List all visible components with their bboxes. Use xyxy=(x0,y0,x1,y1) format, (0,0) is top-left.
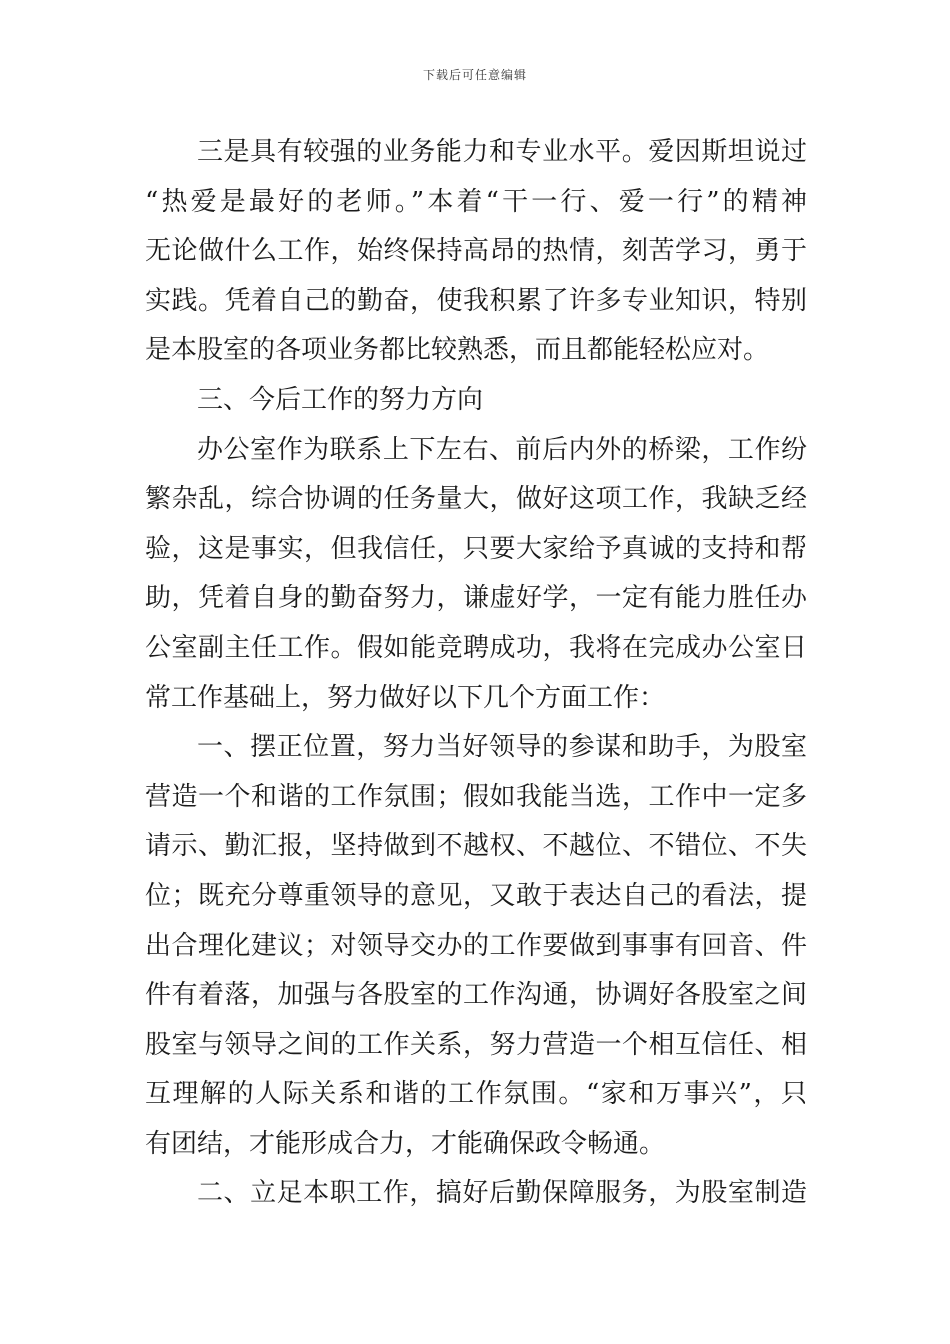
text-line: 公室副主任工作。假如能竞聘成功，我将在完成办公室日 xyxy=(145,632,807,663)
text-line: 常工作基础上，努力做好以下几个方面工作： xyxy=(145,682,666,713)
paragraph xyxy=(145,1169,807,1219)
paragraph xyxy=(145,426,807,724)
text-line: “热爱是最好的老师。”本着“干一行、爱一行”的精神 xyxy=(145,186,807,217)
text-line: 办公室作为联系上下左右、前后内外的桥梁，工作纷 xyxy=(197,434,807,465)
section-heading xyxy=(145,376,807,426)
text-line: 实践。凭着自己的勤奋，使我积累了许多专业知识，特别 xyxy=(145,285,807,316)
text-line: 营造一个和谐的工作氛围；假如我能当选，工作中一定多 xyxy=(145,781,807,812)
text-line: 互理解的人际关系和谐的工作氛围。“家和万事兴”，只 xyxy=(145,1079,807,1110)
document-body xyxy=(145,128,807,1219)
text-line: 是本股室的各项业务都比较熟悉，而且都能轻松应对。 xyxy=(145,335,770,366)
paragraph xyxy=(145,128,807,376)
text-line: 二、立足本职工作，搞好后勤保障服务，为股室制造 xyxy=(197,1178,807,1209)
paragraph xyxy=(145,723,807,1169)
text-line: 三是具有较强的业务能力和专业水平。爱因斯坦说过 xyxy=(197,137,807,167)
text-line: 验，这是事实，但我信任，只要大家给予真诚的支持和帮 xyxy=(145,533,807,564)
text-line: 请示、勤汇报，坚持做到不越权、不越位、不错位、不失 xyxy=(145,831,807,862)
text-line: 繁杂乱，综合协调的任务量大，做好这项工作，我缺乏经 xyxy=(145,484,807,515)
text-line: 有团结，才能形成合力，才能确保政令畅通。 xyxy=(145,1128,666,1159)
text-line: 位；既充分尊重领导的意见，又敢于表达自己的看法，提 xyxy=(145,880,807,911)
text-line: 三、今后工作的努力方向 xyxy=(197,384,484,415)
text-line: 一、摆正位置，努力当好领导的参谋和助手，为股室 xyxy=(197,732,807,763)
text-line: 件有着落，加强与各股室的工作沟通，协调好各股室之间 xyxy=(145,980,807,1011)
text-line: 无论做什么工作，始终保持高昂的热情，刻苦学习，勇于 xyxy=(145,236,807,267)
text-line: 助，凭着自身的勤奋努力，谦虚好学，一定有能力胜任办 xyxy=(145,583,807,614)
page-header: 下载后可任意编辑 xyxy=(422,68,527,82)
text-line: 股室与领导之间的工作关系，努力营造一个相互信任、相 xyxy=(145,1029,807,1060)
text-line: 出合理化建议；对领导交办的工作要做到事事有回音、件 xyxy=(145,930,807,961)
